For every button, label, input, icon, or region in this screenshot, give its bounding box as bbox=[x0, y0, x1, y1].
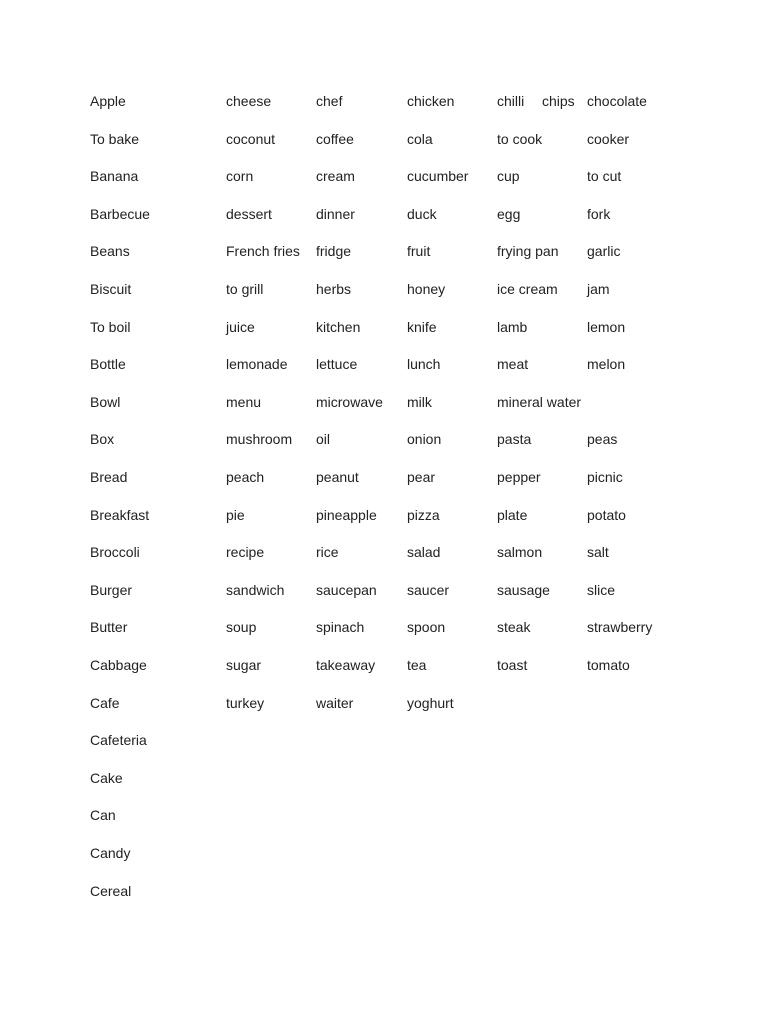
word-item: to cut bbox=[587, 168, 622, 184]
word-item: picnic bbox=[587, 469, 623, 485]
word-item: knife bbox=[407, 319, 437, 335]
word-item: Cafe bbox=[90, 695, 120, 711]
word-item: chocolate bbox=[587, 93, 647, 109]
word-item: peas bbox=[587, 431, 618, 447]
word-item: Butter bbox=[90, 619, 128, 635]
word-item: herbs bbox=[316, 281, 352, 297]
word-item: French fries bbox=[226, 243, 300, 259]
word-item: cooker bbox=[587, 131, 630, 147]
word-item: duck bbox=[407, 206, 437, 222]
word-item: jam bbox=[587, 281, 610, 297]
word-item: peach bbox=[226, 469, 265, 485]
word-item: Box bbox=[90, 431, 115, 447]
word-item: lamb bbox=[497, 319, 528, 335]
word-item: Beans bbox=[90, 243, 130, 259]
word-item: meat bbox=[497, 356, 529, 372]
word-item: Bottle bbox=[90, 356, 126, 372]
word-item: tea bbox=[407, 657, 427, 673]
word-item: recipe bbox=[226, 544, 265, 560]
word-item: Cake bbox=[90, 770, 123, 786]
word-item: mineral water bbox=[497, 394, 582, 410]
word-item: sugar bbox=[226, 657, 262, 673]
word-item: yoghurt bbox=[407, 695, 454, 711]
word-item: lemon bbox=[587, 319, 626, 335]
word-item: Cereal bbox=[90, 883, 132, 899]
word-item: Can bbox=[90, 807, 116, 823]
word-item: steak bbox=[497, 619, 531, 635]
word-item: potato bbox=[587, 507, 626, 523]
word-item: to grill bbox=[226, 281, 264, 297]
word-item: pear bbox=[407, 469, 436, 485]
word-item: Breakfast bbox=[90, 507, 150, 523]
word-item: salt bbox=[587, 544, 609, 560]
word-item: honey bbox=[407, 281, 446, 297]
word-item: Apple bbox=[90, 93, 126, 109]
word-item: cucumber bbox=[407, 168, 469, 184]
word-item: dinner bbox=[316, 206, 355, 222]
word-item: lunch bbox=[407, 356, 441, 372]
word-item: pasta bbox=[497, 431, 532, 447]
word-item: coffee bbox=[316, 131, 354, 147]
word-item: to cook bbox=[497, 131, 543, 147]
word-item: turkey bbox=[226, 695, 265, 711]
word-item: chips bbox=[542, 93, 575, 109]
word-item: sausage bbox=[497, 582, 550, 598]
word-item: lettuce bbox=[316, 356, 358, 372]
word-item: Banana bbox=[90, 168, 139, 184]
word-item: cream bbox=[316, 168, 355, 184]
word-item: fruit bbox=[407, 243, 431, 259]
word-item: cup bbox=[497, 168, 520, 184]
word-item: strawberry bbox=[587, 619, 653, 635]
word-item: Barbecue bbox=[90, 206, 150, 222]
word-item: garlic bbox=[587, 243, 621, 259]
word-item: pie bbox=[226, 507, 245, 523]
word-item: tomato bbox=[587, 657, 630, 673]
word-item: melon bbox=[587, 356, 626, 372]
word-item: saucer bbox=[407, 582, 450, 598]
word-item: salad bbox=[407, 544, 441, 560]
word-item: waiter bbox=[316, 695, 354, 711]
word-item: Biscuit bbox=[90, 281, 132, 297]
word-item: oil bbox=[316, 431, 331, 447]
word-item: takeaway bbox=[316, 657, 376, 673]
word-item: kitchen bbox=[316, 319, 361, 335]
word-item: pepper bbox=[497, 469, 541, 485]
word-item: rice bbox=[316, 544, 339, 560]
word-item: cheese bbox=[226, 93, 272, 109]
word-item: chicken bbox=[407, 93, 455, 109]
word-item: sandwich bbox=[226, 582, 285, 598]
word-item: fork bbox=[587, 206, 611, 222]
word-item: menu bbox=[226, 394, 262, 410]
word-item: frying pan bbox=[497, 243, 559, 259]
word-item: Burger bbox=[90, 582, 133, 598]
word-item: pineapple bbox=[316, 507, 377, 523]
word-item: saucepan bbox=[316, 582, 377, 598]
word-item: lemonade bbox=[226, 356, 288, 372]
word-item: chilli bbox=[497, 93, 525, 109]
word-item: Candy bbox=[90, 845, 131, 861]
word-item: To bake bbox=[90, 131, 140, 147]
word-item: Broccoli bbox=[90, 544, 140, 560]
word-item: plate bbox=[497, 507, 528, 523]
word-item: coconut bbox=[226, 131, 276, 147]
word-item: pizza bbox=[407, 507, 440, 523]
word-item: slice bbox=[587, 582, 616, 598]
word-item: milk bbox=[407, 394, 432, 410]
word-item: onion bbox=[407, 431, 442, 447]
word-item: spoon bbox=[407, 619, 446, 635]
word-item: toast bbox=[497, 657, 528, 673]
word-item: Bread bbox=[90, 469, 128, 485]
word-item: corn bbox=[226, 168, 254, 184]
word-item: soup bbox=[226, 619, 257, 635]
word-item: juice bbox=[226, 319, 255, 335]
word-item: To boil bbox=[90, 319, 131, 335]
word-item: ice cream bbox=[497, 281, 558, 297]
word-item: dessert bbox=[226, 206, 272, 222]
word-item: mushroom bbox=[226, 431, 293, 447]
word-item: egg bbox=[497, 206, 521, 222]
word-item: spinach bbox=[316, 619, 365, 635]
word-item: Cabbage bbox=[90, 657, 147, 673]
word-item: peanut bbox=[316, 469, 359, 485]
word-item: salmon bbox=[497, 544, 543, 560]
word-item: Cafeteria bbox=[90, 732, 147, 748]
word-item: microwave bbox=[316, 394, 383, 410]
word-item: Bowl bbox=[90, 394, 121, 410]
word-item: cola bbox=[407, 131, 433, 147]
word-item: fridge bbox=[316, 243, 352, 259]
word-item: chef bbox=[316, 93, 343, 109]
